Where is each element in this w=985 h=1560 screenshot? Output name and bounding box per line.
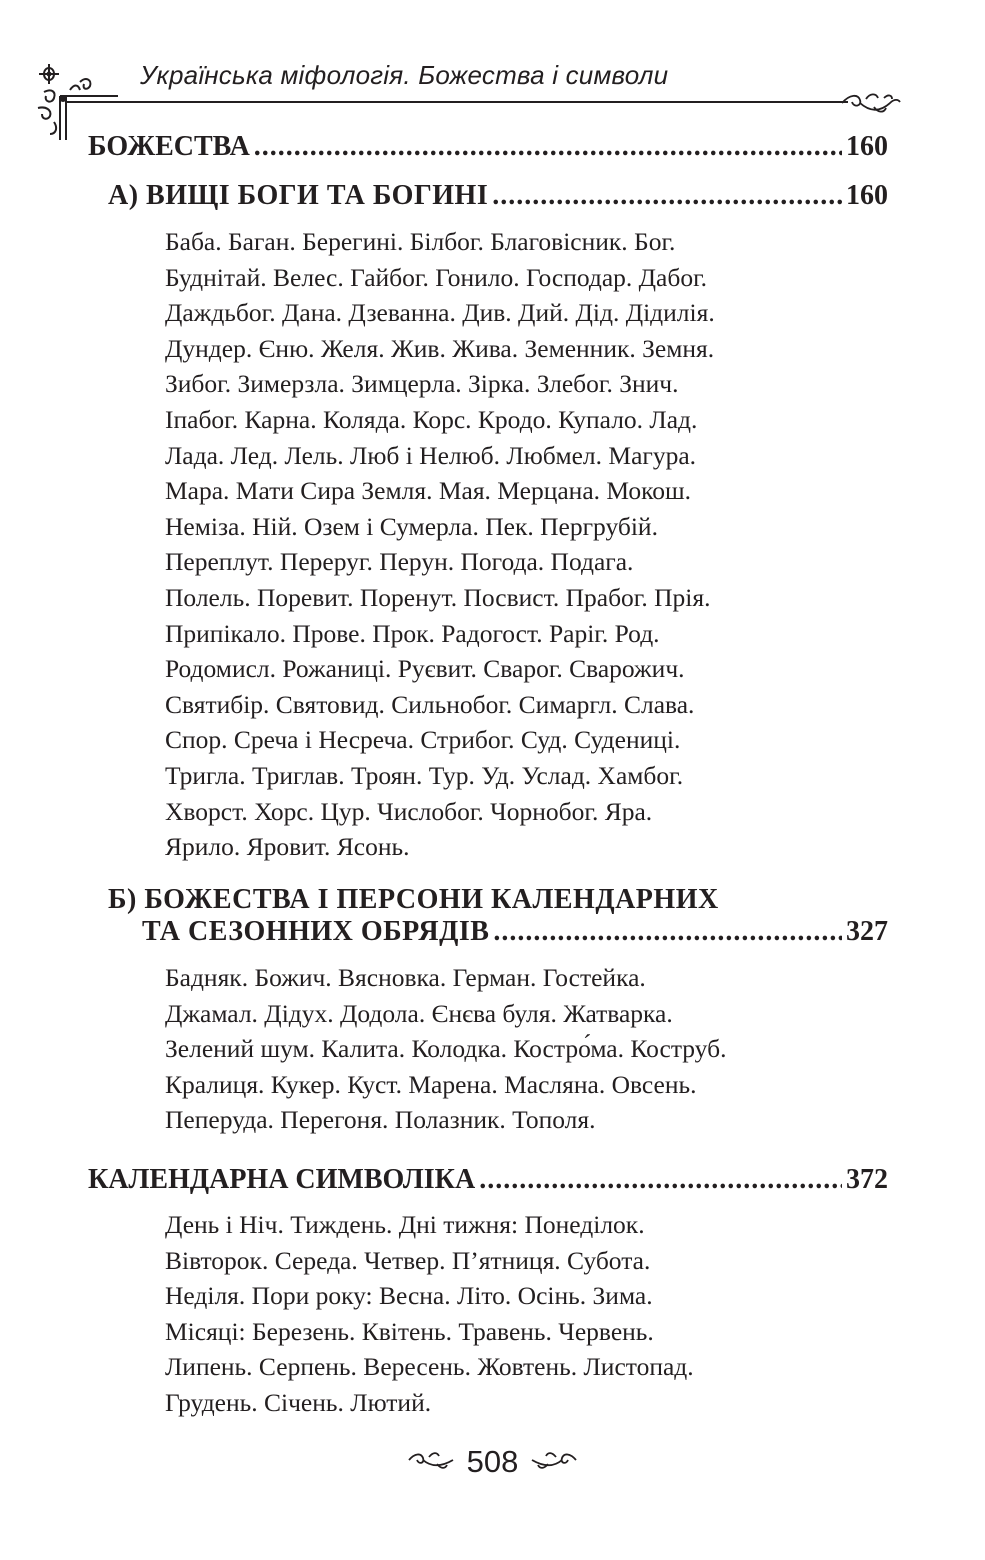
- list-line: Пеперуда. Перегоня. Полазник. Тополя.: [165, 1105, 596, 1135]
- list-line: Даждьбог. Дана. Дзеванна. Див. Дий. Дід. Дідилія.: [165, 298, 715, 328]
- list-line: Лада. Лед. Лель. Люб і Нелюб. Любмел. Магура.: [165, 440, 697, 470]
- list-line: Тригла. Триглав. Троян. Тур. Уд. Услад. Хамбог.: [165, 760, 684, 790]
- toc-entry-kalendarna-symvolika: [88, 1164, 888, 1196]
- list-line: Липень. Серпень. Вересень. Жовтень. Листопад.: [165, 1352, 694, 1382]
- list-line: Кралиця. Кукер. Куст. Марена. Масляна. Овсень.: [165, 1069, 697, 1099]
- page-number: 508: [466, 1444, 519, 1479]
- folio-flourish-right-icon: [528, 1449, 578, 1476]
- toc-entry-page: 160: [846, 131, 888, 162]
- list-line: Бадняк. Божич. Вясновка. Герман. Гостейка.: [165, 963, 646, 992]
- list-line: Вівторок. Середа. Четвер. П’ятниця. Субота.: [165, 1245, 651, 1275]
- list-line: Святибір. Святовид. Сильнобог. Симаргл. Слава.: [165, 689, 695, 719]
- toc-entry-label: БОЖЕСТВА: [88, 131, 250, 162]
- folio: [0, 1444, 985, 1480]
- list-line: Переплут. Переруг. Перун. Погода. Подага.: [165, 547, 634, 577]
- toc-leader-dots: [479, 1164, 842, 1196]
- list-line: Неділя. Пори року: Весна. Літо. Осінь. Зима.: [165, 1281, 653, 1311]
- toc-entry-page: 372: [846, 1164, 888, 1195]
- folio-flourish-left-icon: [407, 1449, 457, 1476]
- header-rule: [118, 101, 848, 103]
- deity-list-b: [165, 960, 726, 1138]
- list-line: Неміза. Ній. Озем і Сумерла. Пек. Пергрубій.: [165, 511, 658, 541]
- list-line: Родомисл. Рожаниці. Руєвит. Сварог. Сварожич.: [165, 654, 685, 684]
- list-line: Дундер. Єню. Желя. Жив. Жива. Земенник. Земня.: [165, 333, 715, 363]
- toc-entry-page: 160: [846, 180, 888, 211]
- deity-list-a: [165, 224, 715, 865]
- running-title: Українська міфологія. Божества і символи: [140, 60, 669, 90]
- list-line: Зибог. Зимерзла. Зимцерла. Зірка. Злебог. Знич.: [165, 369, 679, 399]
- toc-entry-vyshchi-bohy: [108, 180, 888, 212]
- list-line: Припікало. Прове. Прок. Радогост. Раріг. Род.: [165, 618, 660, 648]
- list-line: Спор. Среча і Несреча. Стрибог. Суд. Судениці.: [165, 725, 681, 755]
- toc-leader-dots: [493, 916, 842, 948]
- toc-entry-b-line1: Б) БОЖЕСТВА І ПЕРСОНИ КАЛЕНДАРНИХ: [108, 884, 719, 915]
- toc-entry-page: 327: [846, 916, 888, 947]
- list-line: Грудень. Січень. Лютий.: [165, 1387, 432, 1417]
- list-line: День і Ніч. Тиждень. Дні тижня: Понеділок.: [165, 1210, 645, 1239]
- toc-entry-label: КАЛЕНДАРНА СИМВОЛІКА: [88, 1164, 476, 1195]
- list-line: Хворст. Хорс. Цур. Числобог. Чорнобог. Яра.: [165, 796, 653, 826]
- list-line: Полель. Поревит. Поренут. Посвист. Прабог. Прія.: [165, 582, 711, 612]
- toc-leader-dots: [492, 180, 842, 212]
- toc-entry-label: А) ВИЩІ БОГИ ТА БОГИНІ: [108, 180, 489, 211]
- list-line: Джамал. Дідух. Додола. Єнєва буля. Жатварка.: [165, 998, 673, 1028]
- list-line: Баба. Баган. Берегині. Білбог. Благовісник. Бог.: [165, 227, 676, 256]
- list-line: Іпабог. Карна. Коляда. Корс. Кродо. Купало. Лад.: [165, 404, 698, 434]
- list-line: Місяці: Березень. Квітень. Травень. Червень.: [165, 1316, 654, 1346]
- list-line: Ярило. Яровит. Ясонь.: [165, 832, 410, 862]
- header-flourish-icon: [840, 90, 902, 121]
- list-line: Мара. Мати Сира Земля. Мая. Мерцана. Мокош.: [165, 476, 692, 506]
- calendar-list: [165, 1207, 694, 1421]
- toc-entry-kalendarni-obriady: [142, 916, 888, 948]
- list-line: Зелений шум. Калита. Колодка. Костро́ма. Коструб.: [165, 1034, 727, 1064]
- toc-entry-bozhestva: [88, 131, 888, 163]
- toc-entry-label: ТА СЕЗОННИХ ОБРЯДІВ: [142, 916, 490, 947]
- toc-leader-dots: [254, 131, 842, 163]
- list-line: Буднітай. Велес. Гайбог. Гонило. Господар. Дабог.: [165, 262, 708, 292]
